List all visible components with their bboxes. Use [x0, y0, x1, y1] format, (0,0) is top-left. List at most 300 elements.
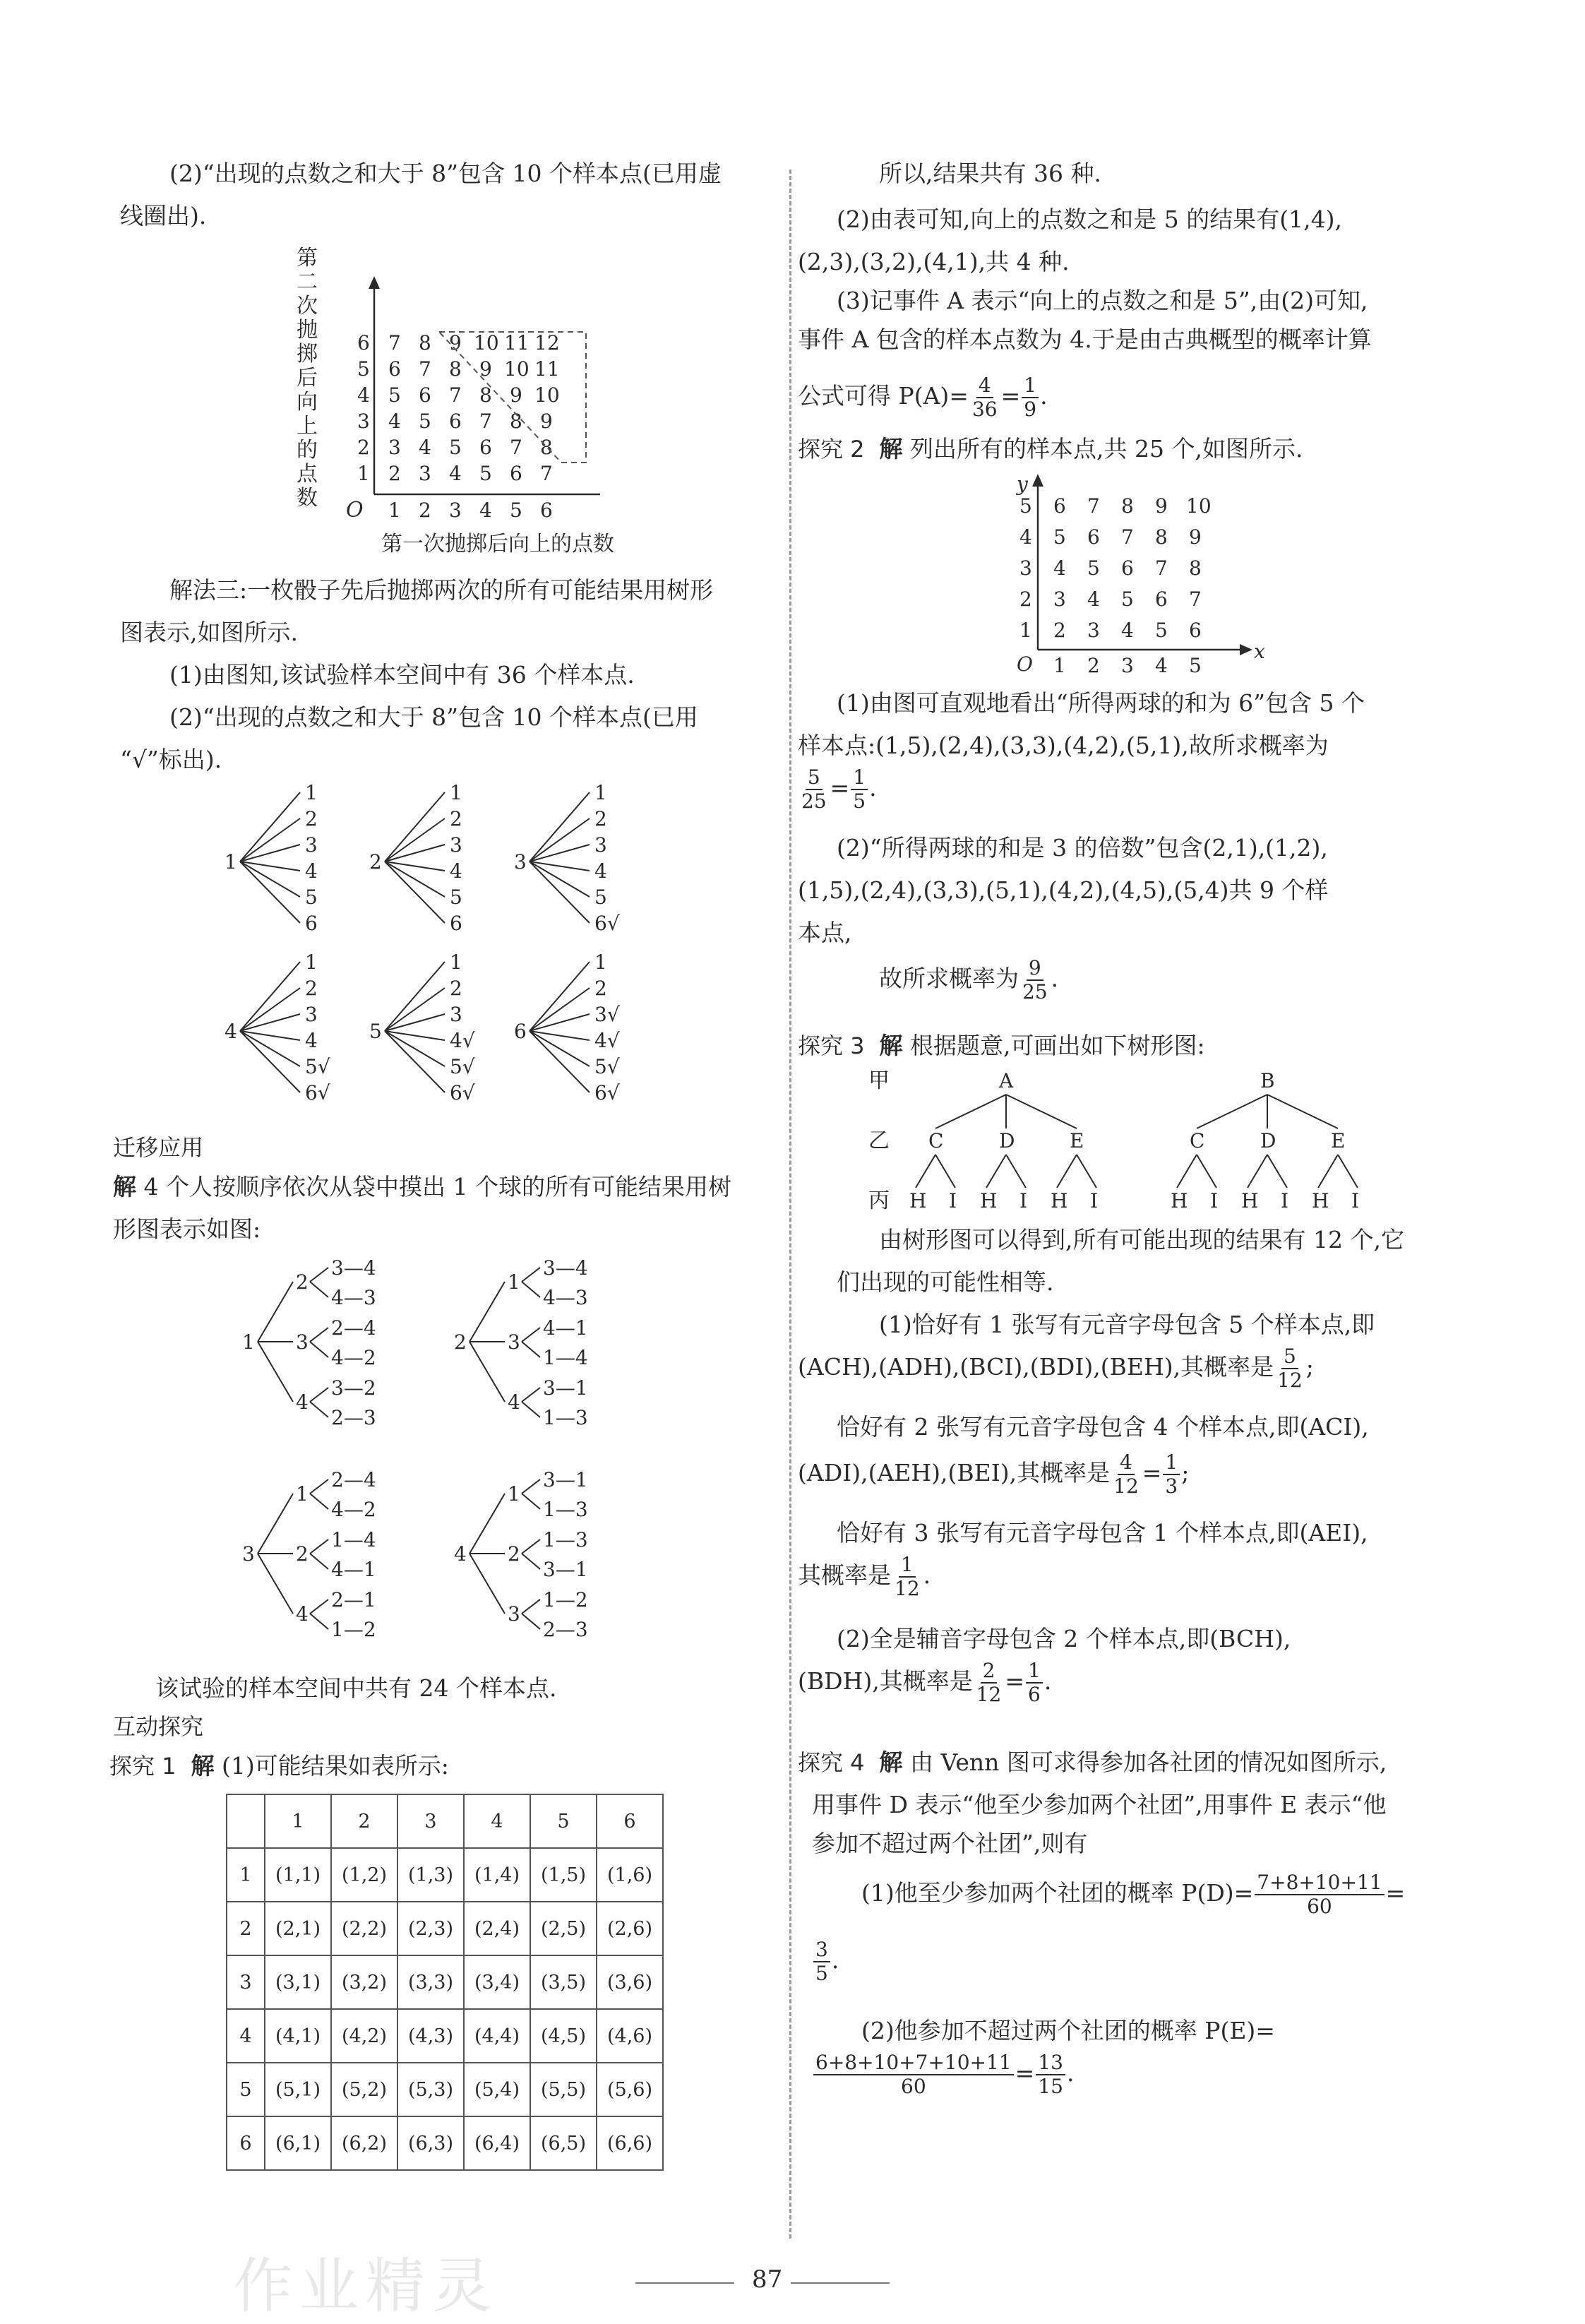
grid-value: 5	[419, 410, 431, 433]
table-cell: (3,3)	[397, 1955, 464, 2009]
table-cell: (5,1)	[265, 2063, 331, 2116]
table-cell: (5,6)	[597, 2063, 663, 2116]
tree-node: E	[1070, 1129, 1084, 1152]
x-tick-label: 6	[540, 499, 553, 522]
table-cell: (5,3)	[397, 2063, 464, 2116]
y-axis-label-char: 二	[297, 270, 318, 294]
table-column-header: 1	[265, 1794, 331, 1848]
tree-leaf: 6√	[450, 1081, 475, 1104]
grid-value: 6	[388, 357, 401, 381]
tree-leaf: 2	[450, 977, 462, 1000]
tree-root: 1	[225, 850, 237, 874]
grid-value: 7	[1155, 556, 1168, 580]
table-cell: (4,3)	[397, 2009, 464, 2063]
fraction: $\frac{1}{3}$	[1163, 1451, 1180, 1498]
tree-leaf: 6√	[594, 1081, 620, 1104]
tree-branch	[310, 1402, 328, 1417]
table-cell: (2,3)	[397, 1902, 464, 1955]
fraction: $\frac{5}{12}$	[1277, 1345, 1303, 1393]
tree-root: 4	[225, 1020, 237, 1043]
tree-leaf: H	[1312, 1189, 1329, 1212]
tree-branch	[258, 1282, 293, 1342]
tree-leaf-path: 4—3	[331, 1286, 376, 1309]
formula-line: (BDH),其概率是 $\frac{2}{12}$ = $\frac{1}{6}$ .	[798, 1659, 1052, 1707]
table-cell: (1,1)	[265, 1848, 331, 1902]
tree-branch	[522, 1554, 540, 1569]
para: 图表示,如图所示.	[120, 619, 298, 646]
tree-branch	[522, 1599, 540, 1614]
column-divider	[789, 169, 791, 2239]
y-axis-label-char: 后	[297, 366, 318, 391]
tree-leaf-path: 4—3	[543, 1286, 588, 1309]
tree-branch	[310, 1554, 328, 1569]
tree-leaf-path: 4—1	[331, 1558, 376, 1581]
formula-line: $\frac{3}{5}$ .	[812, 1938, 839, 1985]
tree-branch	[310, 1342, 328, 1357]
tree-branch	[385, 962, 445, 1031]
solution-label: 解	[879, 1748, 903, 1776]
dice-tree-diagram	[225, 781, 762, 1123]
para: 由树形图可以得到,所有可能出现的结果有 12 个,它	[879, 1226, 1404, 1253]
tree-branch	[240, 1014, 300, 1031]
para: (3)记事件 A 表示“向上的点数之和是 5”,由(2)可知,	[837, 287, 1368, 314]
tree-leaf: 3	[450, 833, 462, 857]
grid-value: 10	[534, 383, 560, 407]
tree-branch	[1267, 1095, 1338, 1128]
solution-label: 解	[879, 435, 903, 463]
table-cell: (6,3)	[397, 2116, 464, 2170]
y-axis-label-char: 抛	[297, 318, 318, 342]
grid-value: 7	[510, 436, 522, 459]
table-cell: (6,2)	[331, 2116, 397, 2170]
y-tick-label: 3	[1019, 556, 1032, 580]
grid-value: 8	[419, 331, 431, 354]
tree-branch	[1006, 1155, 1026, 1188]
grid-value: 5	[1121, 588, 1134, 611]
tree-branch	[310, 1599, 328, 1614]
para: (2)他参加不超过两个社团的概率 P(E)=	[861, 2017, 1275, 2044]
tree-root: 3	[242, 1542, 255, 1566]
x-tick-label: 5	[1189, 654, 1202, 677]
formula-line: (1)他至少参加两个社团的概率 P(D)= $\frac{7+8+10+11}{60}$ =	[861, 1871, 1406, 1919]
grid-value: 5	[1087, 556, 1100, 580]
y-axis-arrow	[1032, 474, 1043, 487]
para: (2)全是辅音字母包含 2 个样本点,即(BCH),	[837, 1625, 1291, 1652]
tree-leaf: I	[1090, 1189, 1099, 1212]
para: 所以,结果共有 36 种.	[879, 160, 1101, 187]
para: 用事件 D 表示“他至少参加两个社团”,用事件 E 表示“他	[812, 1791, 1387, 1818]
para: 形图表示如图:	[113, 1215, 261, 1243]
tree-branch	[240, 845, 300, 862]
x-axis-label: 第一次抛掷后向上的点数	[381, 532, 614, 556]
grid-value: 12	[534, 331, 560, 354]
table-row-header: 5	[227, 2063, 265, 2116]
tree-branch	[522, 1342, 540, 1357]
tree-leaf: 1	[450, 781, 462, 804]
formula-line: (ADI),(AEH),(BEI),其概率是 $\frac{4}{12}$ = $\frac{1}{3}$ ;	[798, 1450, 1190, 1498]
tree-leaf: 5	[450, 886, 462, 909]
grid-value: 3	[419, 462, 431, 485]
table-header-row	[227, 1794, 663, 1848]
tree-leaf: 6	[305, 912, 318, 935]
tree-leaf: 6√	[594, 912, 620, 935]
grid-value: 10	[504, 357, 530, 381]
tree-leaf-path: 2—4	[331, 1468, 376, 1491]
tree-leaf: I	[1019, 1189, 1028, 1212]
y-tick-label: 5	[357, 357, 370, 381]
table-cell: (3,5)	[530, 1955, 597, 2009]
table-cell: (5,5)	[530, 2063, 597, 2116]
tree-leaf: 2	[305, 977, 318, 1000]
table-column-header: 6	[597, 1794, 663, 1848]
grid-value: 2	[388, 462, 401, 485]
tree-leaf: 2	[594, 977, 607, 1000]
para: 恰好有 2 张写有元音字母包含 4 个样本点,即(ACI),	[837, 1413, 1369, 1441]
table-cell: (4,5)	[530, 2009, 597, 2063]
tree-branch	[310, 1282, 328, 1297]
tree-leaf: 5	[594, 886, 607, 909]
table-cell: (5,2)	[331, 2063, 397, 2116]
tree-branch	[258, 1342, 293, 1402]
fraction: $\frac{4}{36}$	[971, 374, 998, 422]
outcome-table	[226, 1794, 664, 2171]
tree-branch	[310, 1494, 328, 1509]
tree-root: B	[1260, 1069, 1275, 1092]
y-tick-label: 2	[357, 436, 370, 459]
tree-leaf: I	[1281, 1189, 1289, 1212]
tree-branch	[258, 1554, 293, 1614]
grid-value: 5	[1155, 619, 1168, 642]
tree-leaf-path: 2—3	[331, 1406, 376, 1429]
fraction: $\frac{6+8+10+7+10+11}{60}$	[813, 2051, 1014, 2098]
grid-value: 7	[540, 462, 553, 485]
y-axis-label-char: 次	[297, 294, 318, 318]
grid-value: 7	[449, 383, 462, 407]
tree-leaf: 1	[594, 781, 607, 804]
fraction: $\frac{3}{5}$	[813, 1938, 830, 1985]
para: (1)由图可直观地看出“所得两球的和为 6”包含 5 个	[837, 689, 1365, 717]
tree-branch	[530, 988, 590, 1031]
tree-branch	[310, 1479, 328, 1494]
tree-branch	[935, 1155, 955, 1188]
tree-node: 1	[508, 1270, 520, 1294]
para: 样本点:(1,5),(2,4),(3,3),(4,2),(5,1),故所求概率为	[798, 732, 1329, 759]
grid-value: 6	[1121, 556, 1134, 580]
grid-value: 3	[1053, 588, 1066, 611]
y-tick-label: 1	[357, 462, 370, 485]
table-cell: (3,6)	[597, 1955, 663, 2009]
tree-branch	[1338, 1155, 1358, 1188]
tree-leaf: 4√	[594, 1029, 620, 1052]
grid-value: 4	[419, 436, 431, 459]
tree-leaf: 3√	[594, 1003, 620, 1026]
tree-node: 1	[508, 1482, 520, 1506]
dice-sum-grid-chart	[282, 244, 706, 554]
table-row-header: 1	[227, 1848, 265, 1902]
table-cell: (6,6)	[597, 2116, 663, 2170]
grid-value: 4	[1087, 588, 1100, 611]
tree-branch	[1006, 1095, 1077, 1128]
para: 们出现的可能性相等.	[837, 1268, 1054, 1296]
grid-value: 7	[1087, 494, 1100, 518]
grid-value: 8	[1155, 525, 1168, 549]
grid-value: 11	[534, 357, 560, 381]
solution-label: 解	[879, 1032, 903, 1059]
tree-branch	[935, 1095, 1006, 1128]
grid-value: 8	[479, 383, 492, 407]
tree-branch	[240, 962, 300, 1031]
para: 本点,	[798, 919, 852, 946]
tree-branch	[310, 1388, 328, 1402]
para: 线圈出).	[120, 202, 207, 230]
x-tick-label: 1	[1053, 654, 1066, 677]
table-cell: (6,1)	[265, 2116, 331, 2170]
tree-leaf: I	[949, 1189, 957, 1212]
explore-label: 探究 4	[798, 1749, 865, 1776]
tree-leaf-path: 1—2	[331, 1618, 376, 1641]
tree-root: 3	[514, 850, 527, 874]
tree-leaf-path: 2—1	[331, 1588, 376, 1611]
para: “√”标出).	[120, 746, 222, 773]
tree-node: 4	[296, 1390, 309, 1414]
tree-leaf-path: 4—2	[331, 1498, 376, 1521]
grid-value: 8	[540, 436, 553, 459]
tree-leaf-path: 2—4	[331, 1316, 376, 1340]
para: (2,3),(3,2),(4,1),共 4 种.	[798, 248, 1070, 275]
tree-branch	[385, 1014, 445, 1031]
tree-leaf-path: 1—3	[543, 1528, 588, 1551]
tree-leaf: 1	[594, 951, 607, 974]
table-cell: (3,4)	[464, 1955, 530, 2009]
tree-branch	[530, 818, 590, 862]
tree-branch	[1248, 1155, 1267, 1188]
tree-leaf: 4√	[450, 1029, 475, 1052]
tree-branch	[385, 792, 445, 862]
table-cell: (4,2)	[331, 2009, 397, 2063]
y-axis-label-char: 数	[297, 486, 318, 511]
tree-node: E	[1331, 1129, 1346, 1152]
para: (1)恰好有 1 张写有元音字母包含 5 个样本点,即	[879, 1311, 1375, 1338]
footer-line-left	[635, 2282, 734, 2284]
tree-leaf: 5√	[450, 1055, 475, 1078]
tree-branch	[1267, 1155, 1287, 1188]
explore-label: 探究 2	[798, 436, 865, 463]
tree-node: C	[1190, 1129, 1205, 1152]
tree-node: 4	[508, 1390, 520, 1414]
grid-value: 6	[510, 462, 522, 485]
tree-leaf-path: 4—2	[331, 1346, 376, 1369]
tree-branch	[469, 1494, 505, 1554]
tree-root: 1	[242, 1330, 255, 1354]
table-cell: (4,1)	[265, 2009, 331, 2063]
grid-value: 3	[1087, 619, 1100, 642]
tree-root: 2	[454, 1330, 467, 1354]
y-tick-label: 1	[1019, 619, 1032, 642]
tree-branch	[522, 1614, 540, 1629]
para: (1,5),(2,4),(3,3),(5,1),(4,2),(4,5),(5,4)共 9 个样	[798, 876, 1329, 904]
table-row-header: 6	[227, 2116, 265, 2170]
tree-root: 5	[369, 1020, 382, 1043]
tree-leaf: 3	[594, 833, 607, 857]
fraction: $\frac{1}{6}$	[1026, 1659, 1043, 1706]
fraction: $\frac{9}{25}$	[1022, 956, 1048, 1004]
y-axis-label-char: 点	[297, 462, 318, 487]
fraction: $\frac{4}{12}$	[1113, 1450, 1139, 1498]
tree-branch	[522, 1479, 540, 1494]
tree-leaf-path: 3—2	[331, 1376, 376, 1400]
table-cell: (3,1)	[265, 1955, 331, 2009]
grid-value: 6	[1155, 588, 1168, 611]
ball-sum-grid-chart	[1010, 470, 1377, 685]
tree-branch	[310, 1614, 328, 1629]
para: 解法三:一枚骰子先后抛掷两次的所有可能结果用树形	[169, 576, 714, 604]
tree-branch	[522, 1328, 540, 1342]
tree-leaf: I	[1210, 1189, 1219, 1212]
para: (1)由图知,该试验样本空间中有 36 个样本点.	[169, 661, 635, 689]
section-title-explore: 互动探究	[113, 1713, 204, 1740]
tree-leaf: 1	[305, 951, 318, 974]
para: 探究 1 解 (1)可能结果如表所示:	[109, 1752, 449, 1780]
para: 参加不超过两个社团”,则有	[812, 1830, 1088, 1857]
grid-value: 5	[449, 436, 462, 459]
tree-branch	[530, 962, 590, 1031]
table-row	[227, 2009, 663, 2063]
grid-value: 5	[1053, 525, 1066, 549]
tree-leaf: 3	[305, 833, 318, 857]
y-tick-label: 5	[1019, 494, 1032, 518]
para: 恰好有 3 张写有元音字母包含 1 个样本点,即(AEI),	[837, 1519, 1368, 1547]
tree-branch	[1177, 1155, 1197, 1188]
tree-leaf: 4	[305, 859, 318, 883]
tree-leaf-path: 1—4	[543, 1346, 588, 1369]
tree-leaf: 2	[450, 807, 462, 830]
grid-value: 4	[388, 410, 401, 433]
tree-branch	[469, 1554, 505, 1614]
tree-branch	[522, 1268, 540, 1282]
para: (2)“出现的点数之和大于 8”包含 10 个样本点(已用	[169, 703, 698, 731]
tree-root: 2	[369, 850, 382, 874]
table-column-header: 5	[530, 1794, 597, 1848]
table-cell: (1,3)	[397, 1848, 464, 1902]
grid-value: 4	[1121, 619, 1134, 642]
tree-branch	[385, 845, 445, 862]
section-title-transfer: 迁移应用	[113, 1134, 204, 1161]
grid-value: 5	[479, 462, 492, 485]
grid-value: 6	[479, 436, 492, 459]
tree-leaf-path: 2—3	[543, 1618, 588, 1641]
table-cell: (1,6)	[597, 1848, 663, 1902]
formula-line: (ACH),(ADH),(BCI),(BDI),(BEH),其概率是 $\frac{5}{12}$ ;	[798, 1345, 1314, 1393]
formula-line: 公式可得 P(A)= $\frac{4}{36}$ = $\frac{1}{9}$ .	[798, 374, 1048, 422]
para: 解 4 个人按顺序依次从袋中摸出 1 个球的所有可能结果用树	[113, 1173, 731, 1200]
grid-value: 11	[504, 331, 530, 354]
tree-leaf: 5√	[594, 1055, 620, 1078]
tree-branch	[1077, 1155, 1096, 1188]
watermark-logo: 作业精灵	[233, 2251, 499, 2320]
table-cell: (6,5)	[530, 2116, 597, 2170]
tree-leaf-path: 3—1	[543, 1376, 588, 1400]
tree-leaf: 5√	[305, 1055, 330, 1078]
tree-leaf: H	[1051, 1189, 1068, 1212]
fraction: $\frac{5}{25}$	[801, 765, 827, 814]
permutation-tree-diagram	[240, 1253, 748, 1663]
table-cell: (5,4)	[464, 2063, 530, 2116]
x-axis-arrow	[1240, 644, 1252, 655]
tree-branch	[1057, 1155, 1077, 1188]
fraction: $\frac{1}{9}$	[1022, 374, 1039, 421]
grid-value: 9	[1189, 525, 1202, 549]
table-row-header: 3	[227, 1955, 265, 2009]
tree-branch	[385, 818, 445, 862]
grid-value: 7	[388, 331, 401, 354]
table-row	[227, 2063, 663, 2116]
tree-branch	[310, 1268, 328, 1282]
grid-value: 6	[1087, 525, 1100, 549]
tree-node: C	[928, 1129, 944, 1152]
table-row	[227, 2116, 663, 2170]
x-tick-label: 2	[419, 499, 431, 522]
grid-value: 7	[419, 357, 431, 381]
y-axis-label-char: 掷	[297, 342, 318, 367]
tree-leaf-path: 3—4	[543, 1256, 588, 1280]
y-axis-label-char: 向	[297, 390, 318, 415]
table-row	[227, 1848, 663, 1902]
grid-value: 4	[1053, 556, 1066, 580]
para: (2)“所得两球的和是 3 的倍数”包含(2,1),(1,2),	[837, 834, 1328, 862]
table-row-header: 4	[227, 2009, 265, 2063]
x-tick-label: 4	[479, 499, 492, 522]
fraction: $\frac{1}{12}$	[895, 1553, 920, 1601]
tree-node: 2	[296, 1270, 309, 1294]
y-tick-label: 4	[1019, 525, 1032, 549]
tree-branch	[1197, 1155, 1216, 1188]
grid-value: 7	[1121, 525, 1134, 549]
tree-leaf: 4	[450, 859, 462, 883]
table-cell: (1,5)	[530, 1848, 597, 1902]
table-cell: (2,4)	[464, 1902, 530, 1955]
fraction: $\frac{1}{5}$	[851, 766, 868, 813]
x-tick-label: 3	[1121, 654, 1134, 677]
tree-leaf-path: 4—1	[543, 1316, 588, 1340]
y-axis-label-char: 上	[297, 414, 318, 439]
page-number: 87	[752, 2265, 783, 2294]
x-tick-label: 4	[1155, 654, 1168, 677]
grid-value: 7	[479, 410, 492, 433]
para: 事件 A 包含的样本点数为 4.于是由古典概型的概率计算	[798, 326, 1372, 353]
grid-value: 9	[449, 331, 462, 354]
tree-leaf: H	[980, 1189, 998, 1212]
explore-label: 探究 1	[109, 1753, 177, 1780]
tree-branch	[240, 792, 300, 862]
tree-leaf: 6	[450, 912, 462, 935]
x-tick-label: 1	[388, 499, 401, 522]
table-cell: (1,4)	[464, 1848, 530, 1902]
x-tick-label: 3	[449, 499, 462, 522]
grid-value: 8	[510, 410, 522, 433]
table-cell: (4,4)	[464, 2009, 530, 2063]
y-axis-arrow	[369, 276, 380, 289]
grid-value: 9	[540, 410, 553, 433]
grid-value: 10	[1186, 494, 1212, 518]
tree-row-label: 甲	[868, 1068, 890, 1093]
fraction: $\frac{2}{12}$	[976, 1659, 1002, 1707]
grid-value: 6	[1053, 494, 1066, 518]
table-cell: (1,2)	[331, 1848, 397, 1902]
tree-branch	[1318, 1155, 1338, 1188]
x-tick-label: 2	[1087, 654, 1100, 677]
tree-branch	[522, 1282, 540, 1297]
tree-branch	[240, 818, 300, 862]
